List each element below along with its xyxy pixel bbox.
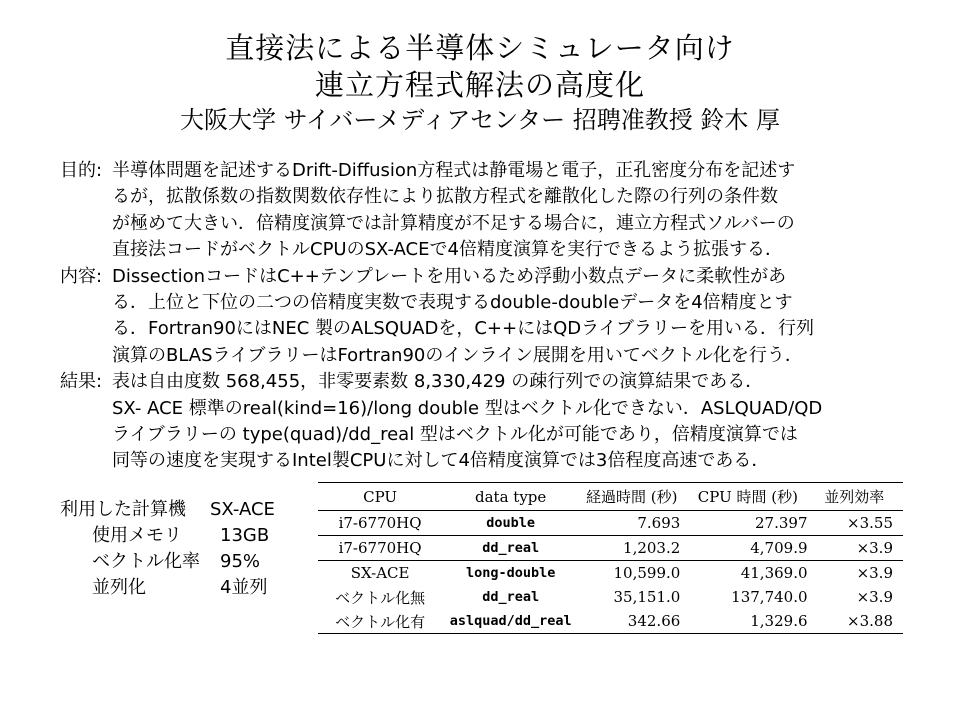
table-cell: 342.66 xyxy=(627,612,681,630)
table-cell: 1,329.6 xyxy=(750,612,808,630)
table-cell: 10,599.0 xyxy=(613,564,681,582)
table-cell: ベクトル化無 xyxy=(335,588,426,607)
table-cell: ベクトル化有 xyxy=(335,612,426,631)
machine-specs xyxy=(60,497,275,601)
section-line: 半導体問題を記述するDrift-Diffusion方程式は静電場と電子，正孔密度分布を記述す xyxy=(112,160,796,181)
section-line: ライブラリーの type(quad)/dd_real 型はベクトル化が可能であり，倍精度演算では xyxy=(112,424,798,446)
table-row xyxy=(318,511,903,536)
table-cell: 1,203.2 xyxy=(623,539,681,557)
table-cell: ×3.55 xyxy=(847,514,893,532)
section-line: 演算のBLASライブラリーはFortran90のインライン展開を用いてベクトル化を行う． xyxy=(112,344,803,366)
section-body xyxy=(112,264,910,370)
spec-label: 利用した計算機 xyxy=(60,499,186,520)
table-row xyxy=(318,561,903,586)
title-line-1: 直接法による半導体シミュレータ向け xyxy=(225,31,735,65)
spec-label: 並列化 xyxy=(92,577,146,598)
column-header: CPU 時間 (秒) xyxy=(697,488,798,506)
column-header: data type xyxy=(475,487,547,506)
title-block xyxy=(0,30,960,136)
table-row xyxy=(318,585,903,609)
spec-label: ベクトル化率 xyxy=(92,551,200,572)
section-body xyxy=(112,369,910,475)
table-cell: aslquad/dd_real xyxy=(449,613,572,629)
sections xyxy=(60,158,910,475)
spec-vectorization xyxy=(60,549,275,575)
section-body xyxy=(112,158,910,264)
table-cell: 137,740.0 xyxy=(731,588,808,606)
section-label: 目的: xyxy=(60,160,103,181)
table-cell: ×3.9 xyxy=(856,539,893,557)
table-cell: 27.397 xyxy=(755,514,808,532)
section-label: 結果: xyxy=(60,371,103,393)
table-cell: 35,151.0 xyxy=(613,588,681,606)
author-line: 大阪大学 サイバーメディアセンター 招聘准教授 鈴木 厚 xyxy=(179,106,781,134)
table-cell: ×3.9 xyxy=(856,588,893,606)
table-cell: i7-6770HQ xyxy=(338,539,422,557)
section-line: SX- ACE 標準のreal(kind=16)/long double 型はベクトル化できない．ASLQUAD/QD xyxy=(112,397,823,419)
table-cell: 41,369.0 xyxy=(740,564,808,582)
column-header: CPU xyxy=(363,487,398,506)
spec-memory xyxy=(60,523,275,549)
spec-value: SX-ACE xyxy=(210,499,275,520)
table-cell: SX-ACE xyxy=(350,564,410,582)
spec-value: 4並列 xyxy=(220,577,268,598)
section-line: 同等の速度を実現するIntel製CPUに対して4倍精度演算では3倍程度高速である． xyxy=(112,450,770,472)
spec-label: 使用メモリ xyxy=(92,525,182,546)
table-cell: dd_real xyxy=(482,589,540,605)
section-label: 内容: xyxy=(60,265,103,287)
spec-machine xyxy=(60,497,275,523)
section-line: る．上位と下位の二つの倍精度実数で表現するdouble-doubleデータを4倍精度とす xyxy=(112,292,793,314)
table-cell: long-double xyxy=(465,565,556,581)
section-line: 直接法コードがベクトルCPUのSX-ACEで4倍精度演算を実行できるよう拡張する． xyxy=(112,239,783,261)
results-table xyxy=(318,482,903,634)
table-row xyxy=(318,609,903,634)
table-cell: dd_real xyxy=(482,540,540,556)
table-cell: double xyxy=(486,515,536,531)
section-content xyxy=(60,264,910,370)
section-line: が極めて大きい．倍精度演算では計算精度が不足する場合に，連立方程式ソルバーの xyxy=(112,212,795,234)
table-row xyxy=(318,536,903,561)
table-cell: ×3.9 xyxy=(856,564,893,582)
column-header: 並列効率 xyxy=(824,488,885,506)
spec-parallel xyxy=(60,575,275,601)
section-line: るが，拡散係数の指数関数依存性により拡散方程式を離散化した際の行列の条件数 xyxy=(112,186,778,208)
section-line: 表は自由度数 568,455，非零要素数 8,330,429 の疎行列での演算結果である． xyxy=(112,371,764,393)
column-header: 経過時間 (秒) xyxy=(585,488,678,506)
section-line: DissectionコードはC++テンプレートを用いるため浮動小数点データに柔軟性があ xyxy=(112,265,787,287)
section-purpose xyxy=(60,158,910,264)
table-cell: i7-6770HQ xyxy=(338,514,422,532)
table-cell: 4,709.9 xyxy=(750,539,808,557)
table-cell: 7.693 xyxy=(637,514,681,532)
section-result xyxy=(60,369,910,475)
spec-value: 13GB xyxy=(220,525,270,546)
spec-value: 95% xyxy=(220,551,261,572)
section-line: る．Fortran90にはNEC 製のALSQUADを，C++にはQDライブラリーを用いる．行列 xyxy=(112,318,815,340)
table-header-row xyxy=(318,483,903,511)
table-cell: ×3.88 xyxy=(847,612,893,630)
title-line-2: 連立方程式解法の高度化 xyxy=(314,68,645,102)
